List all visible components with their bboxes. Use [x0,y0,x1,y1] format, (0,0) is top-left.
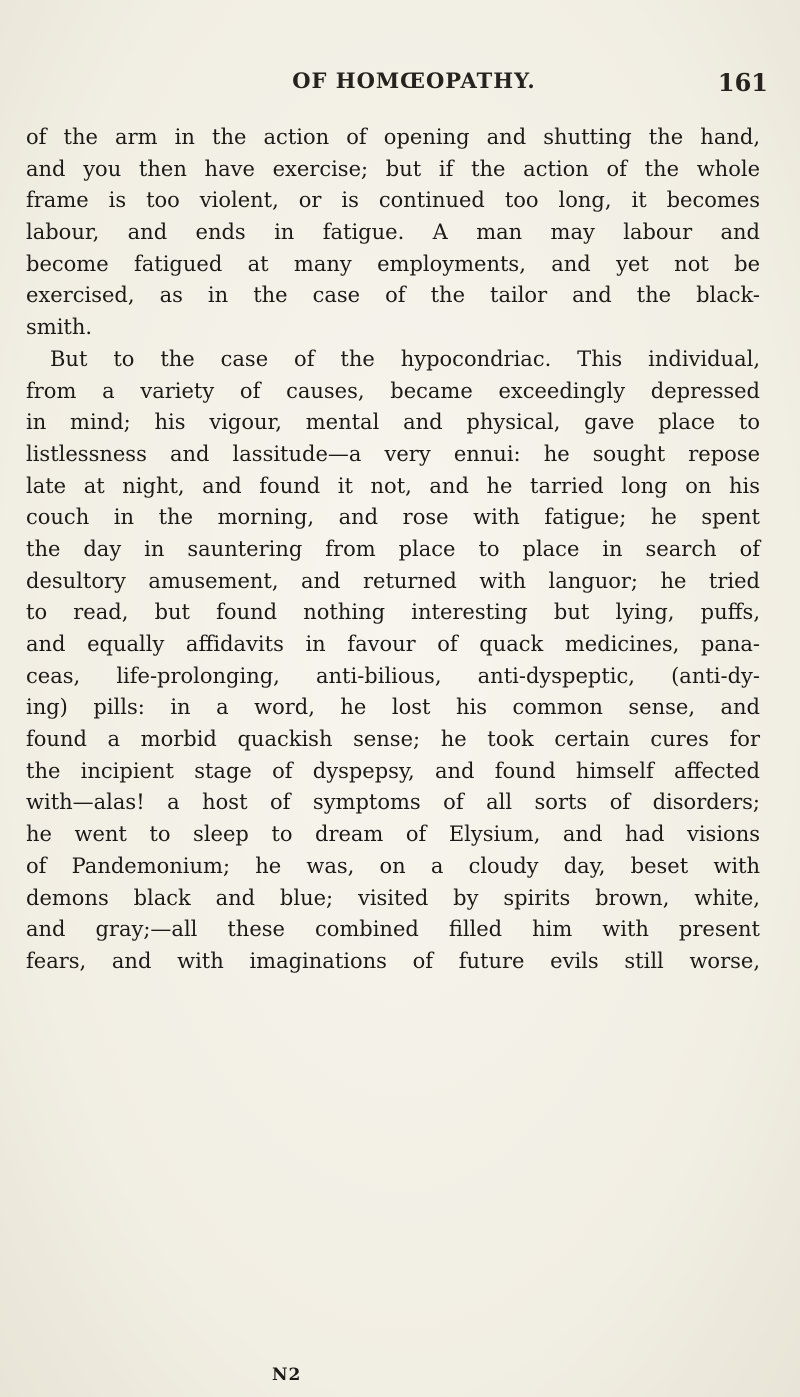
running-head [60,62,768,98]
text-line: ceas, life-prolonging, anti-bilious, anti-dyspeptic, (anti-dy- [26,663,760,688]
text-line: and equally affidavits in favour of quack medicines, pana- [26,632,760,656]
text-line: But to the case of the hypocondriac. This individual, [50,346,760,371]
text-line: become fatigued at many employments, and yet not be [26,251,760,276]
paragraph-2 [26,344,760,978]
text-line: the incipient stage of dyspepsy, and found himself affected [26,758,760,783]
text-line: to read, but found nothing interesting but lying, puffs, [26,600,760,625]
text-line: smith. [26,315,93,340]
signature-mark: N2 [272,1365,302,1385]
text-line: listlessness and lassitude—a very ennui: he sought repose [26,441,760,466]
page-number: 161 [717,68,768,97]
text-line: with—alas! a host of symptoms of all sorts of disorders; [26,790,760,815]
text-line: labour, and ends in fatigue. A man may labour and [26,220,760,245]
body-text [26,122,760,978]
text-line: in mind; his vigour, mental and physical, gave place to [26,410,760,435]
text-line: the day in sauntering from place to place in search of [26,536,760,561]
text-line: fears, and with imaginations of future evils still worse, [26,948,760,973]
paragraph-1 [26,122,760,344]
text-line: from a variety of causes, became exceedingly depressed [26,378,760,403]
text-line: of Pandemonium; he was, on a cloudy day, beset with [26,853,760,878]
text-line: late at night, and found it not, and he tarried long on his [26,473,760,498]
text-line: exercised, as in the case of the tailor and the black- [26,283,760,308]
text-line: frame is too violent, or is continued too long, it becomes [26,188,760,213]
text-line: found a morbid quackish sense; he took certain cures for [26,727,760,752]
text-line: desultory amusement, and returned with languor; he tried [26,568,760,593]
text-line: ing) pills: in a word, he lost his common sense, and [26,695,760,720]
text-line: and gray;—all these combined filled him with present [26,917,760,942]
text-line: of the arm in the action of opening and shutting the hand, [26,125,760,149]
text-line: and you then have exercise; but if the action of the whole [26,156,760,181]
running-title: OF HOMŒOPATHY. [292,68,536,93]
text-line: he went to sleep to dream of Elysium, and had visions [26,822,760,847]
text-line: demons black and blue; visited by spirits brown, white, [26,885,760,910]
text-line: couch in the morning, and rose with fatigue; he spent [26,505,760,530]
